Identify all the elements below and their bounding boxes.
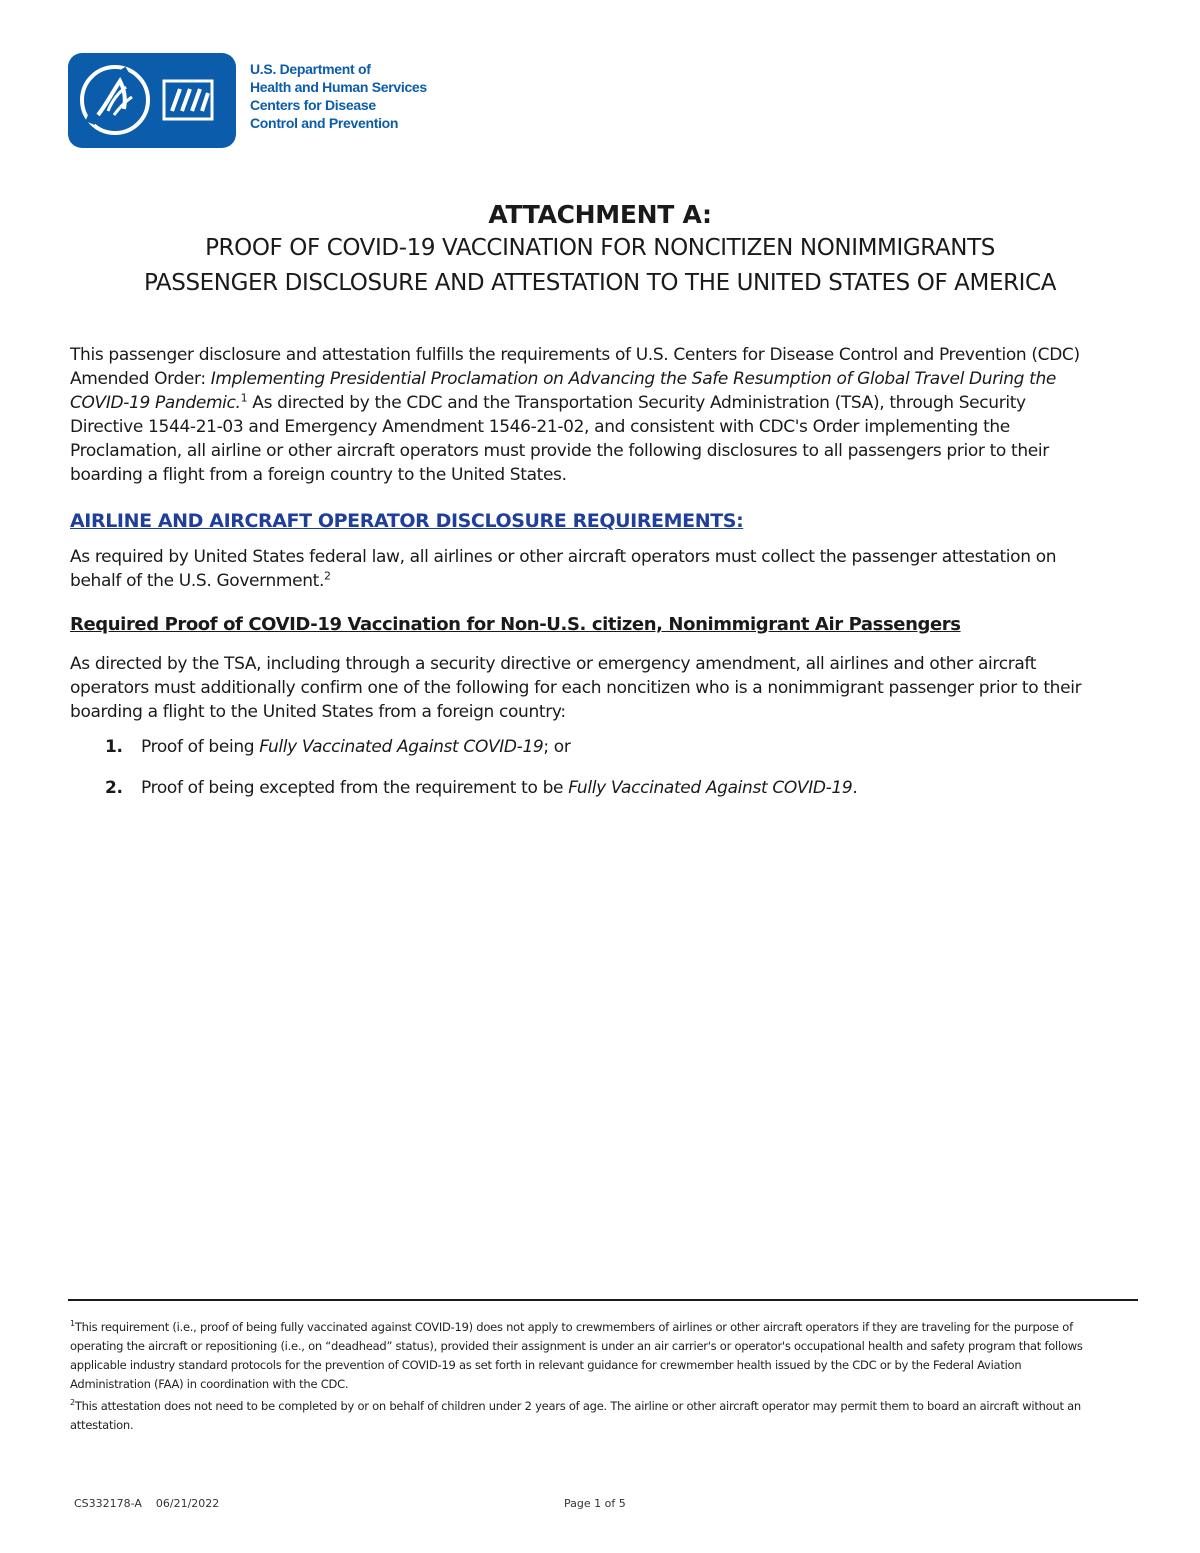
list-text-plain: Proof of being: [141, 737, 260, 757]
footnote-number: 1: [70, 1319, 75, 1329]
page-number: Page 1 of 5: [564, 1497, 626, 1510]
agency-name: [250, 60, 427, 132]
list-text: [141, 737, 571, 757]
hhs-eagle-icon: [68, 53, 236, 148]
agency-line: U.S. Department of: [250, 61, 371, 77]
list-text-plain: .: [852, 778, 858, 798]
subsection-heading: Required Proof of COVID-19 Vaccination for Non-U.S. citizen, Nonimmigrant Air Passengers: [70, 614, 961, 635]
agency-line: Control and Prevention: [250, 115, 399, 131]
list-text-emphasis: Fully Vaccinated Against COVID-19: [259, 737, 544, 757]
intro-text: This passenger disclosure and attestation fulfills the requirements of U.S. Centers for Disease Control and Prevention (CDC) Amended Order:: [70, 345, 1080, 389]
directive-paragraph: As directed by the TSA, including through a security directive or emergency amendment, all airlines and other aircraft operators must additionally confirm one of the following for each noncitizen who is a nonimmigrant passenger prior to their boarding a flight to the United States from a foreign country:: [70, 654, 1082, 722]
footnote: [70, 1397, 1100, 1435]
disclosure-text: As required by United States federal law, all airlines or other aircraft operators must collect the passenger attestation on behalf of the U.S. Government.: [70, 547, 1057, 591]
intro-text: As directed by the CDC and the Transportation Security Administration (TSA), through Security Directive 1544-21-03 and Emergency Amendment 1546-21-02, and consistent with CDC's Order implementing the Proclamation, all airline or other aircraft operators must provide the following disclosures to all passengers prior to their boarding a flight from a foreign country to the United States.: [70, 393, 1049, 485]
list-text-plain: ; or: [543, 737, 571, 757]
list-text-plain: Proof of being excepted from the requirement to be: [141, 778, 569, 798]
intro-paragraph: [70, 343, 1100, 487]
order-title: Implementing Presidential Proclamation on Advancing the Safe Resumption of Global Travel During the COVID-19 Pandemic.: [70, 369, 1056, 413]
document-title: ATTACHMENT A:: [488, 200, 712, 229]
footnote: [70, 1318, 1100, 1394]
agency-line: Centers for Disease: [250, 97, 376, 113]
footnote-number: 2: [70, 1398, 75, 1408]
document-subtitle: PASSENGER DISCLOSURE AND ATTESTATION TO THE UNITED STATES OF AMERICA: [143, 270, 1057, 296]
footnote-ref: 2: [324, 569, 331, 583]
document-code: CS332178-A 06/21/2022: [74, 1497, 220, 1510]
document-subtitle: PROOF OF COVID-19 VACCINATION FOR NONCITIZEN NONIMMIGRANTS: [205, 235, 995, 261]
section-heading: AIRLINE AND AIRCRAFT OPERATOR DISCLOSURE REQUIREMENTS:: [70, 510, 744, 532]
list-number: 1.: [105, 737, 123, 757]
list-text-emphasis: Fully Vaccinated Against COVID-19: [568, 778, 853, 798]
footnote-ref: 1: [240, 391, 248, 405]
disclosure-paragraph: [70, 545, 1100, 593]
agency-line: Health and Human Services: [250, 79, 427, 95]
list-text: [141, 778, 857, 798]
hhs-cdc-logo: [68, 53, 236, 148]
list-number: 2.: [105, 778, 123, 798]
footnote-text: This attestation does not need to be completed by or on behalf of children under 2 years of age. The airline or other aircraft operator may permit them to board an aircraft without an attestation.: [70, 1399, 1081, 1432]
footnote-text: This requirement (i.e., proof of being fully vaccinated against COVID-19) does not apply to crewmembers of airlines or other aircraft operators if they are traveling for the purpose of operating the aircraft or repositioning (i.e., on “deadhead” status), provided their assignment is under an air carrier's or operator's occupational health and safety program that follows applicable industry standard protocols for the prevention of COVID-19 as set forth in relevant guidance for crewmember health issued by the CDC or by the Federal Aviation Administration (FAA) in coordination with the CDC.: [70, 1320, 1083, 1391]
footnote-divider: [68, 1299, 1138, 1301]
